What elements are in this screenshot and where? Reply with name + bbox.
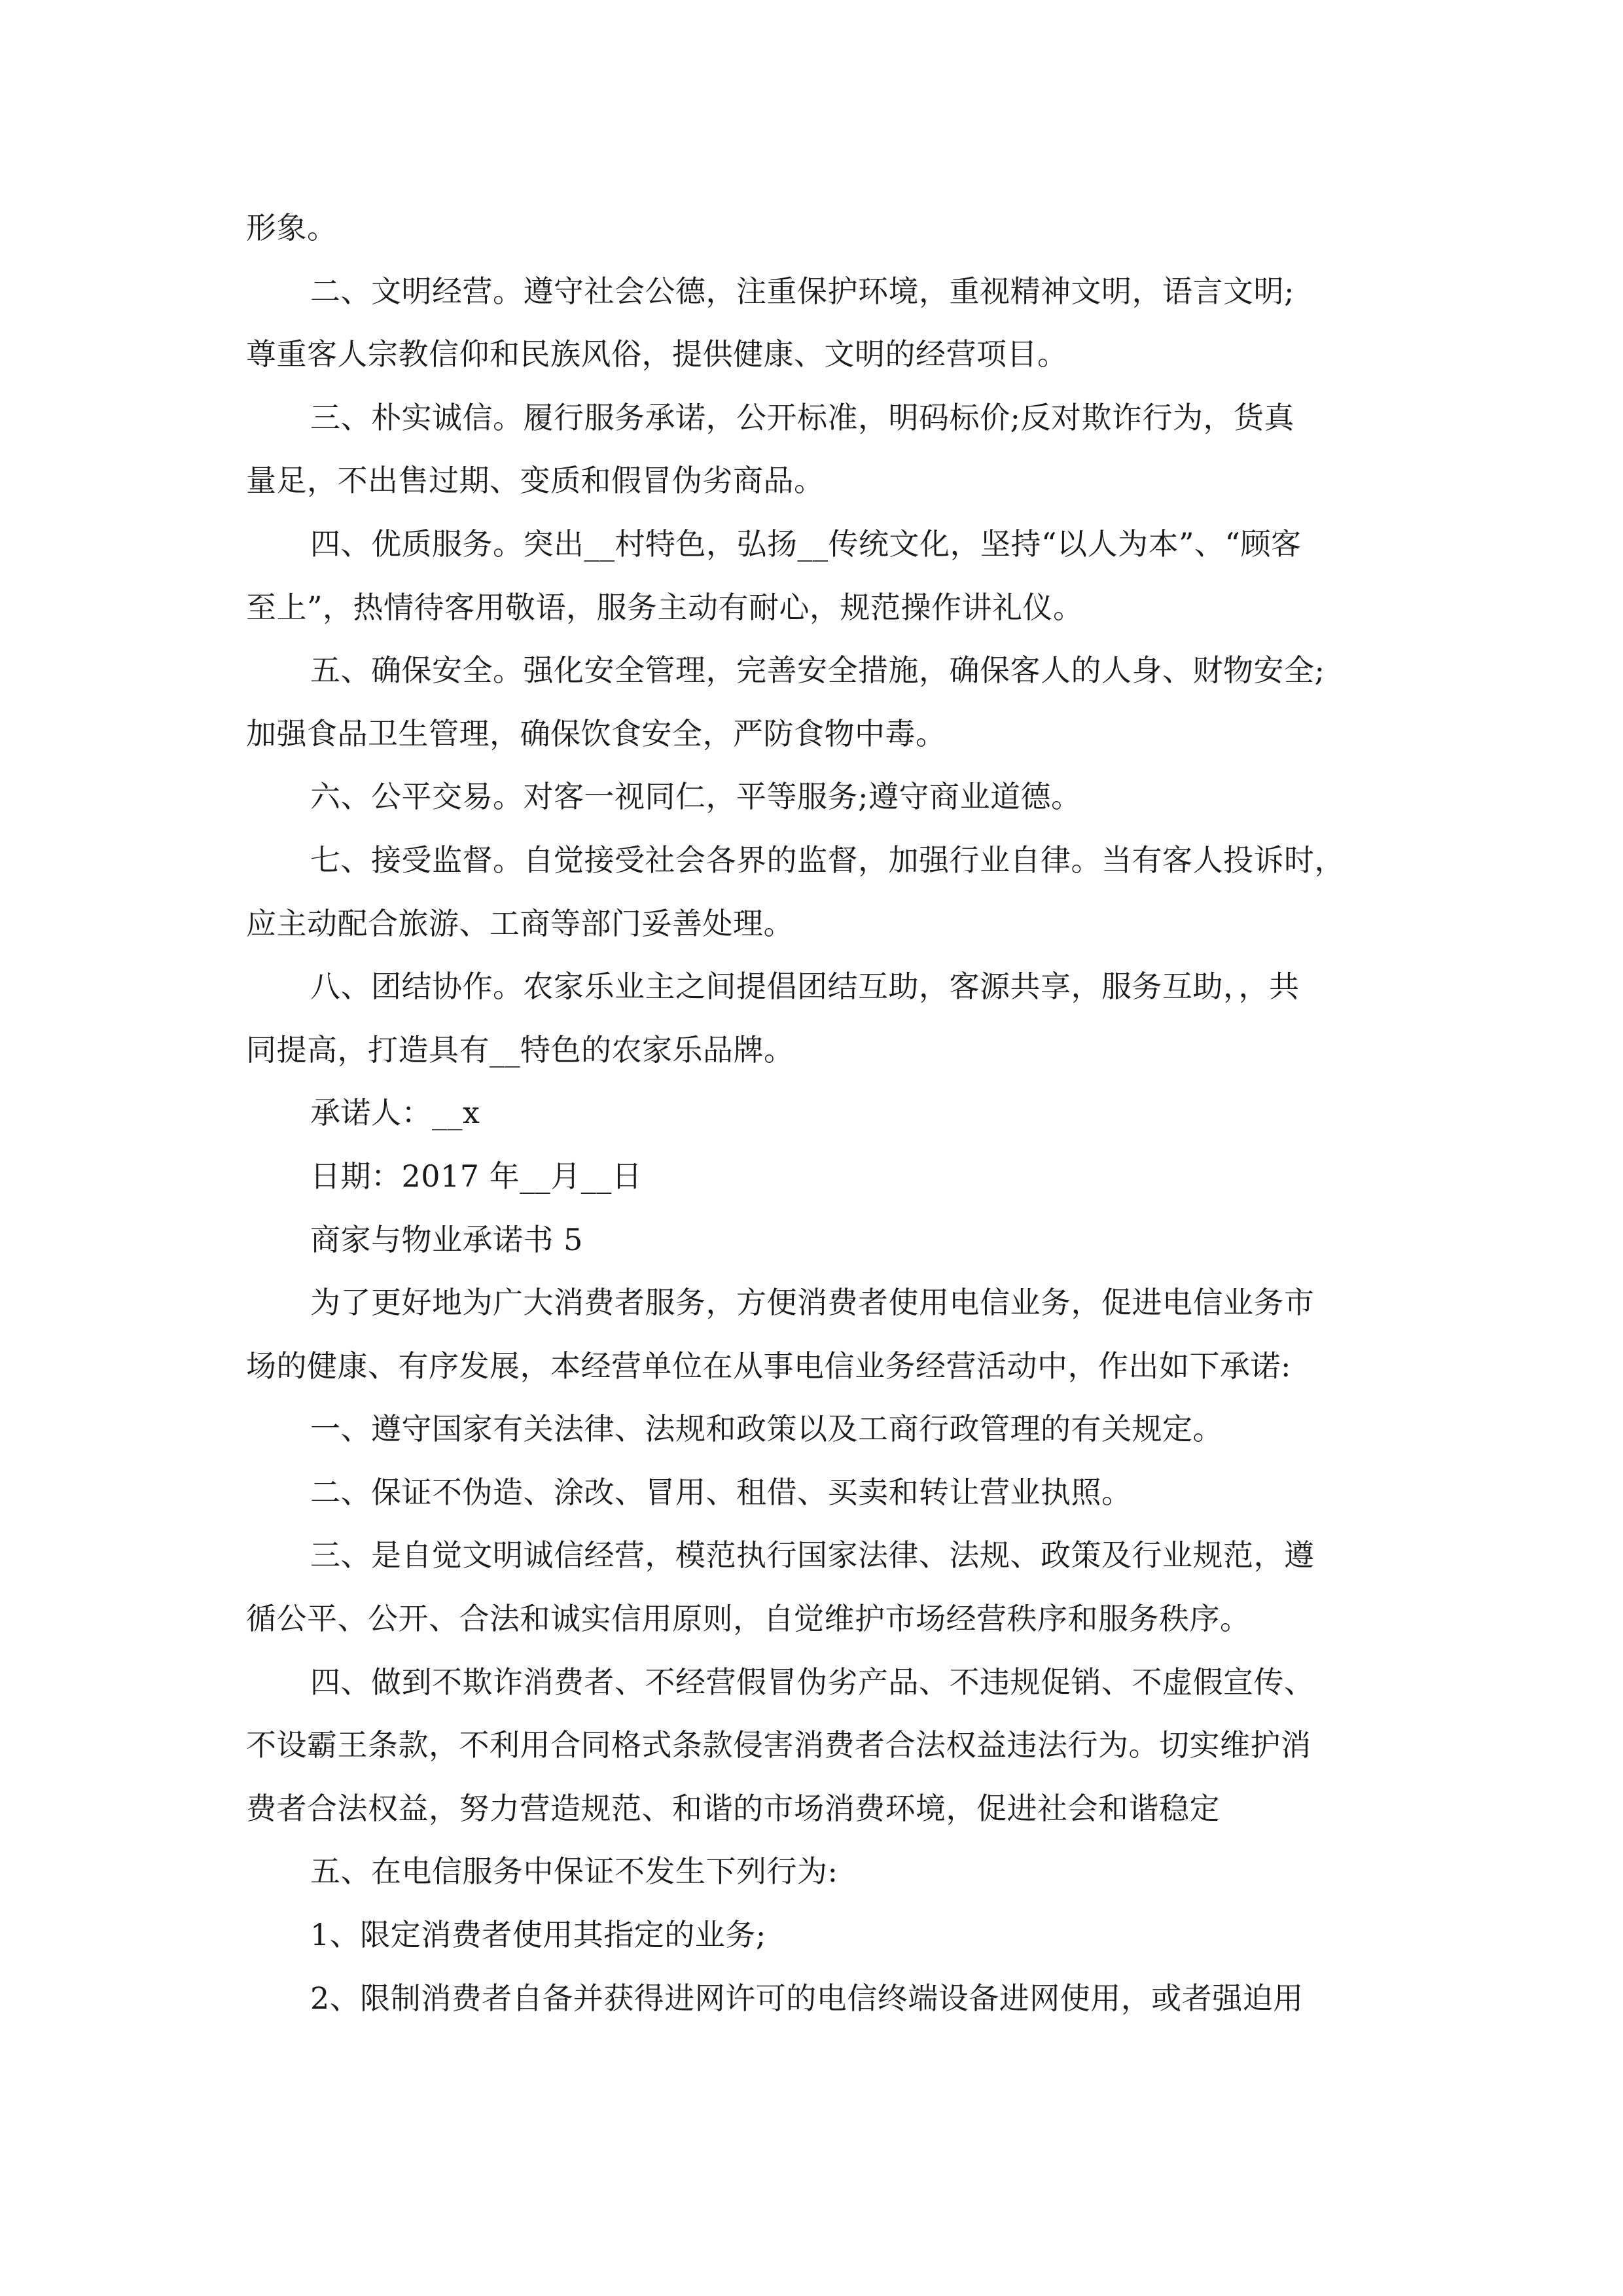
- document-body: [246, 196, 1385, 2030]
- text-line: 七、接受监督。自觉接受社会各界的监督，加强行业自律。当有客人投诉时，: [310, 842, 1345, 878]
- text-line: 应主动配合旅游、工商等部门妥善处理。: [246, 905, 794, 941]
- text-line: 四、优质服务。突出__村特色，弘扬__传统文化，坚持“以人为本”、“顾客: [310, 526, 1302, 562]
- text-line: 场的健康、有序发展，本经营单位在从事电信业务经营活动中，作出如下承诺:: [246, 1348, 1291, 1384]
- text-line: 三、是自觉文明诚信经营，模范执行国家法律、法规、政策及行业规范，遵: [310, 1537, 1315, 1573]
- text-line: 1、限定消费者使用其指定的业务;: [310, 1917, 766, 1953]
- text-line: 不设霸王条款，不利用合同格式条款侵害消费者合法权益违法行为。切实维护消: [246, 1727, 1311, 1763]
- text-line: 二、文明经营。遵守社会公德，注重保护环境，重视精神文明，语言文明;: [310, 273, 1294, 309]
- section-title: 商家与物业承诺书 5: [310, 1221, 583, 1257]
- date-line: 日期：2017 年__月__日: [310, 1158, 643, 1194]
- text-line: 三、朴实诚信。履行服务承诺，公开标准，明码标价;反对欺诈行为，货真: [310, 399, 1294, 435]
- text-line: 二、保证不伪造、涂改、冒用、租借、买卖和转让营业执照。: [310, 1474, 1132, 1510]
- text-line: 为了更好地为广大消费者服务，方便消费者使用电信业务，促进电信业务市: [310, 1285, 1315, 1321]
- text-line: 量足，不出售过期、变质和假冒伪劣商品。: [246, 463, 825, 499]
- text-line: 2、限制消费者自备并获得进网许可的电信终端设备进网使用，或者强迫用: [310, 1980, 1304, 2016]
- text-line: 八、团结协作。农家乐业主之间提倡团结互助，客源共享，服务互助，，共: [310, 969, 1300, 1005]
- text-line: 至上”，热情待客用敬语，服务主动有耐心，规范操作讲礼仪。: [246, 589, 1084, 625]
- text-line: 同提高，打造具有__特色的农家乐品牌。: [246, 1031, 794, 1067]
- text-line: 四、做到不欺诈消费者、不经营假冒伪劣产品、不违规促销、不虚假宣传、: [310, 1664, 1315, 1700]
- signatory-line: 承诺人：__x: [310, 1095, 480, 1131]
- text-line: 加强食品卫生管理，确保饮食安全，严防食物中毒。: [246, 715, 946, 751]
- text-line: 循公平、公开、合法和诚实信用原则，自觉维护市场经营秩序和服务秩序。: [246, 1601, 1251, 1637]
- text-line: 五、确保安全。强化安全管理，完善安全措施，确保客人的人身、财物安全;: [310, 653, 1325, 689]
- text-line: 六、公平交易。对客一视同仁，平等服务;遵守商业道德。: [310, 779, 1082, 815]
- text-line: 五、在电信服务中保证不发生下列行为:: [310, 1854, 838, 1890]
- text-line: 形象。: [246, 210, 338, 245]
- text-line: 费者合法权益，努力营造规范、和谐的市场消费环境，促进社会和谐稳定: [246, 1790, 1220, 1826]
- text-line: 一、遵守国家有关法律、法规和政策以及工商行政管理的有关规定。: [310, 1411, 1223, 1447]
- text-line: 尊重客人宗教信仰和民族风俗，提供健康、文明的经营项目。: [246, 336, 1068, 372]
